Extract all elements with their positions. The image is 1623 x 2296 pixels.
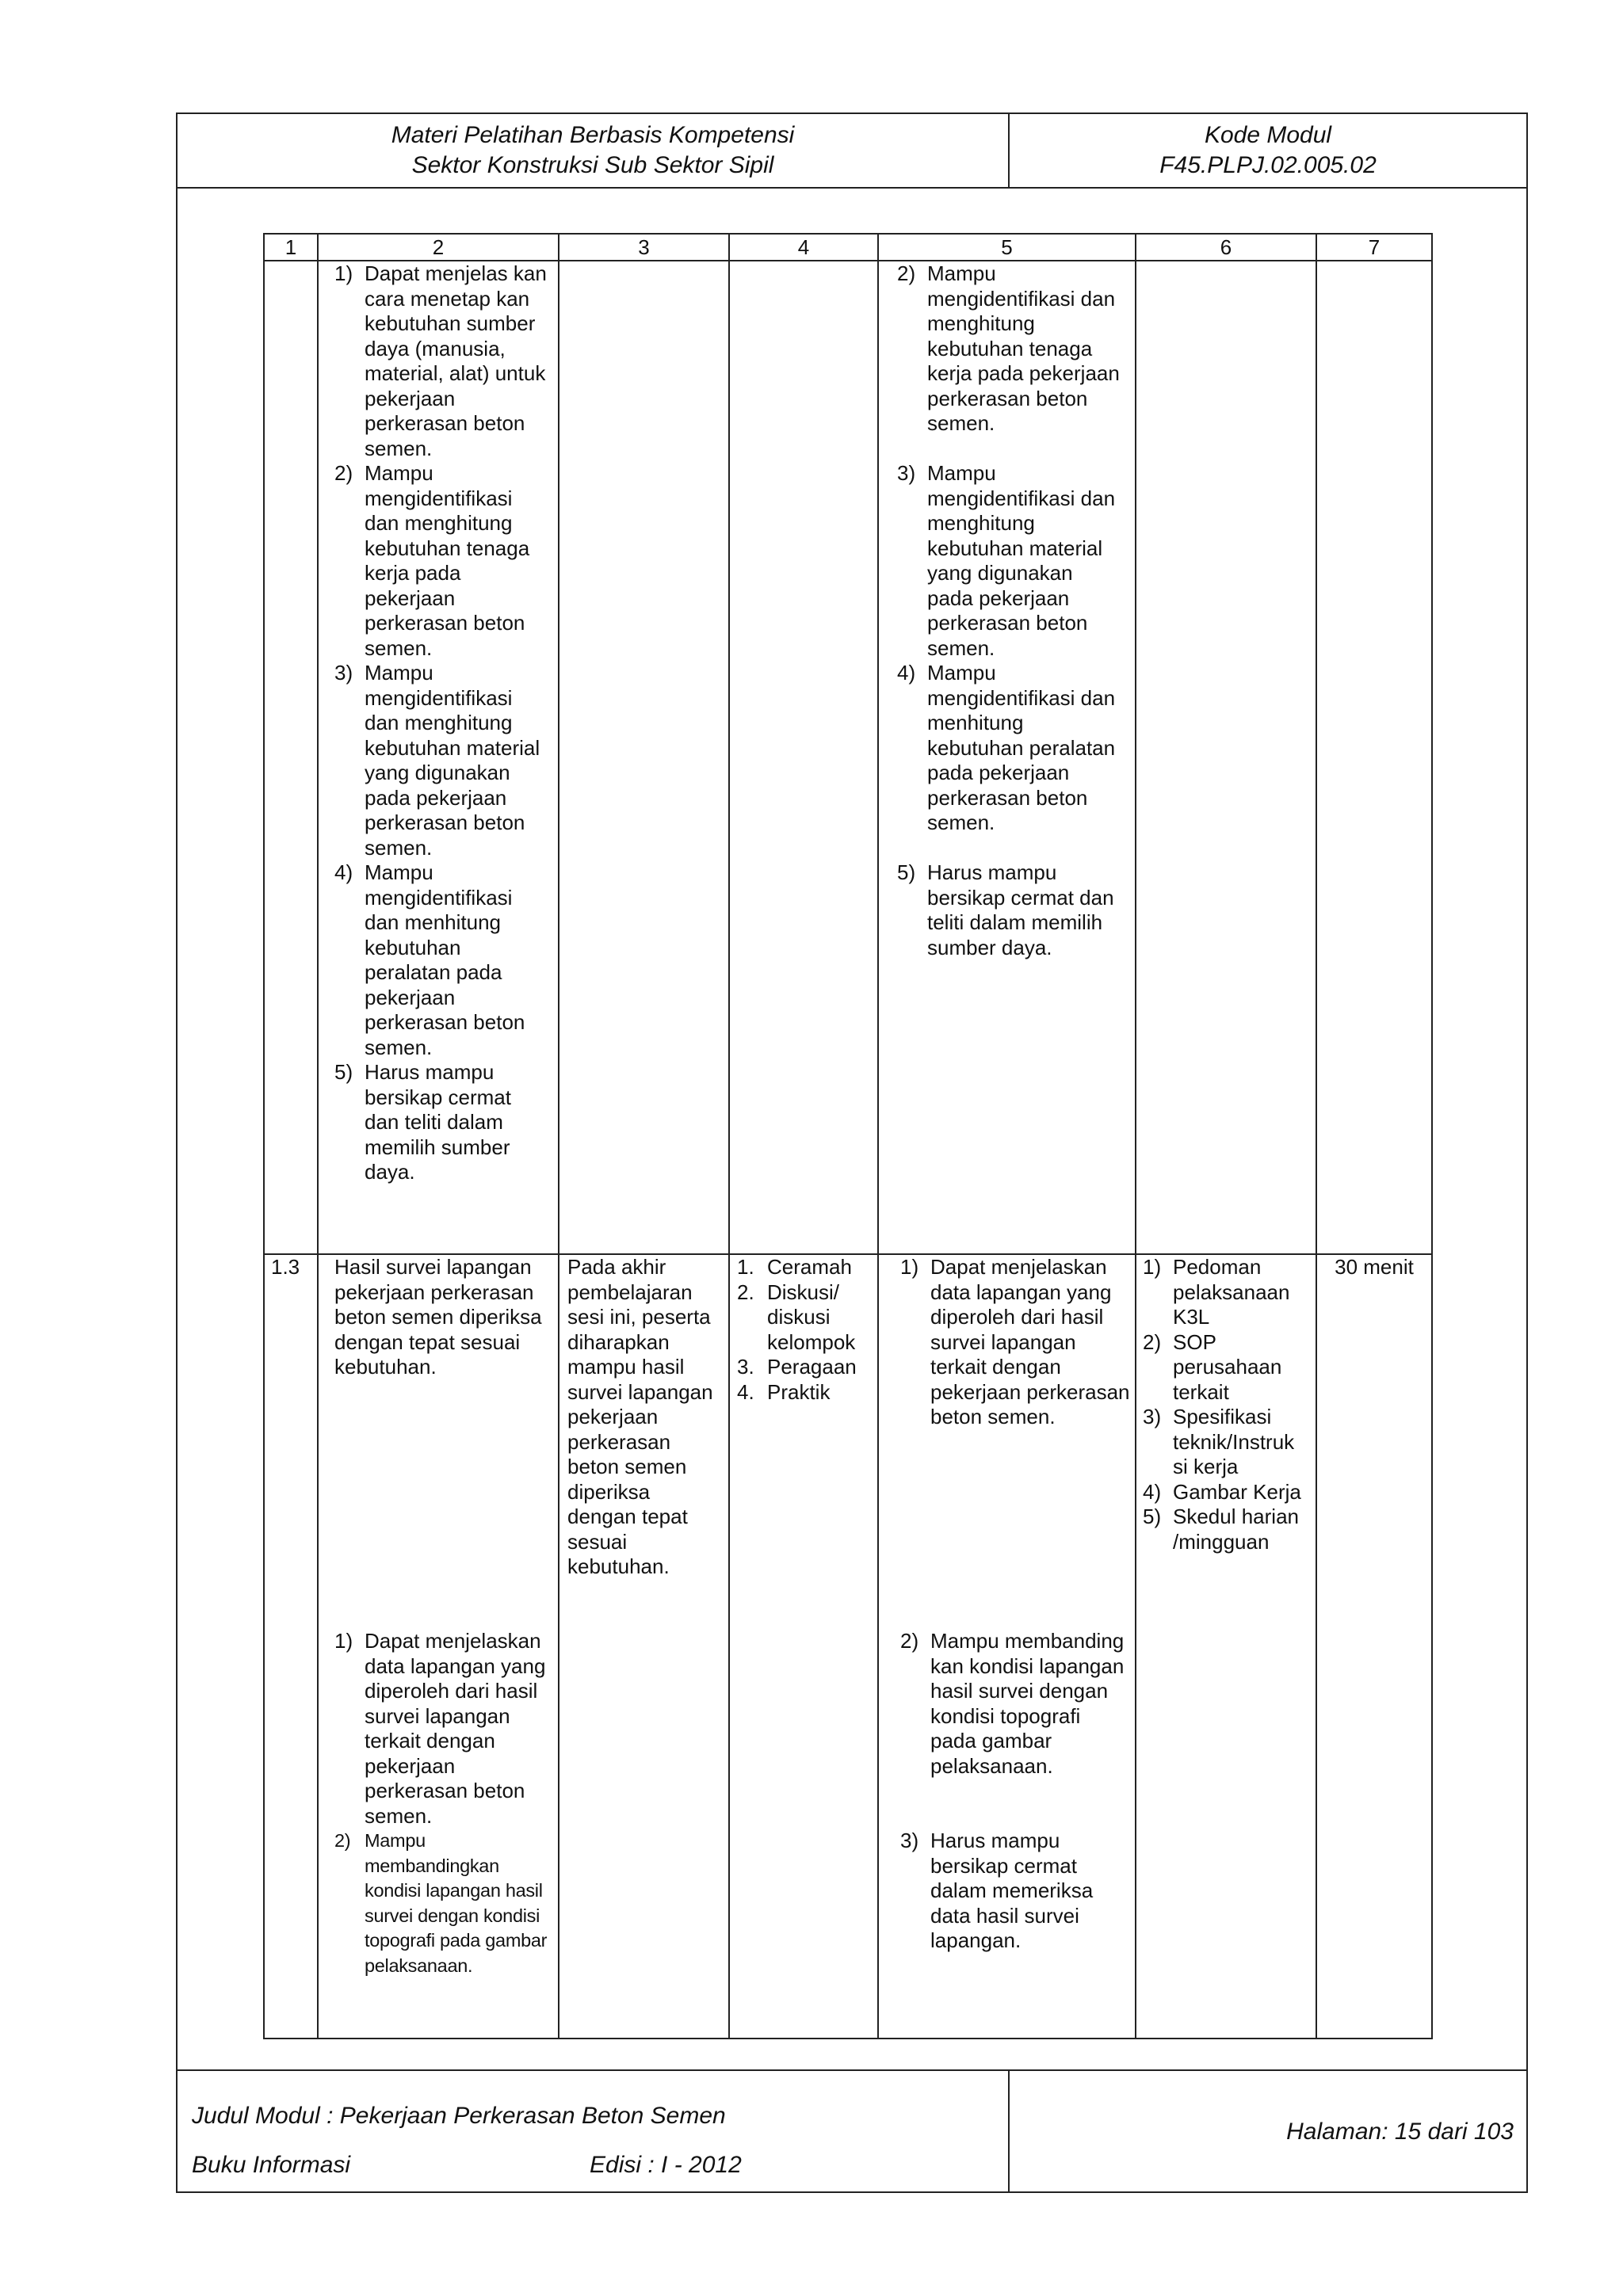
list-item: 3) Mampu mengidentifikasi dan menghitung kebutuhan material yang digunakan pada pekerjaan perkerasan beton semen.: [334, 661, 540, 860]
list-item: 3) Spesifikasi teknik/Instruk si kerja: [1143, 1405, 1295, 1478]
footer-page-block: [1010, 2071, 1526, 2191]
list-item: 2) Mampu mengidentifikasi dan menghitung kebutuhan tenaga kerja pada pekerjaan perkerasan beton semen.: [897, 261, 1120, 435]
list-item: 3. Peragaan: [737, 1355, 857, 1379]
edition: Edisi : I - 2012: [590, 2152, 742, 2178]
footer-info-block: [178, 2071, 1010, 2191]
criteria-list: [334, 261, 548, 1185]
column-divider: [1316, 235, 1317, 2038]
list-item: 2) Mampu membandingkan kondisi lapangan hasil survei dengan kondisi topografi pada gambar pelaksanaan.: [334, 1830, 548, 1976]
list-item: 1) Pedoman pelaksanaan K3L: [1143, 1255, 1290, 1329]
module-title: Judul Modul : Pekerjaan Perkerasan Beton Semen: [192, 2103, 726, 2129]
list-item: 3) Mampu mengidentifikasi dan menghitung kebutuhan material yang digunakan pada pekerjaan perkerasan beton semen.: [897, 461, 1116, 660]
row-number: 1.3: [271, 1255, 300, 1279]
duration: 30 menit: [1335, 1255, 1414, 1279]
list-item: 5) Harus mampu bersikap cermat dan teliti dalam memilih sumber daya.: [897, 860, 1114, 959]
reference-list: [1143, 1255, 1312, 1554]
column-number: 2: [432, 235, 445, 259]
list-item: 4) Mampu mengidentifikasi dan menhitung kebutuhan peralatan pada pekerjaan perkerasan beton semen.: [897, 661, 1116, 834]
column-number: 5: [1001, 235, 1013, 259]
method-list: [737, 1255, 873, 1405]
book-name: Buku Informasi: [192, 2152, 351, 2178]
list-item: 2. Diskusi/ diskusi kelompok: [737, 1280, 856, 1354]
module-code-value: F45.PLPJ.02.005.02: [1159, 152, 1377, 178]
module-code-label: Kode Modul: [1204, 122, 1332, 148]
list-item: 3) Harus mampu bersikap cermat dalam memeriksa data hasil survei lapangan.: [900, 1829, 1094, 1952]
page-header: [178, 114, 1526, 189]
column-number: 1: [285, 235, 297, 259]
indicator-list: [900, 1629, 1130, 1954]
column-number: 3: [638, 235, 650, 259]
list-item: 1. Ceramah: [737, 1255, 852, 1279]
criteria-list: [334, 1629, 548, 1978]
learning-objective: Pada akhir pembelajaran sesi ini, peserta diharapkan mampu hasil survei lapangan pekerjaan perkerasan beton semen diperiksa dengan tepat sesuai kebutuhan.: [567, 1255, 713, 1578]
competency-unit: Hasil survei lapangan pekerjaan perkerasan beton semen diperiksa dengan tepat sesuai kebutuhan.: [334, 1255, 542, 1379]
list-item: 5) Harus mampu bersikap cermat dan teliti dalam memilih sumber daya.: [334, 1060, 511, 1184]
list-item: 4) Mampu mengidentifikasi dan menhitung kebutuhan peralatan pada pekerjaan perkerasan beton semen.: [334, 860, 525, 1059]
list-item: 5) Skedul harian /mingguan: [1143, 1505, 1299, 1554]
column-divider: [877, 235, 879, 2038]
indicator-list: [897, 261, 1121, 960]
column-number: 7: [1368, 235, 1381, 259]
list-item: 1) Dapat menjelas kan cara menetap kan kebutuhan sumber daya (manusia, material, alat) untuk pekerjaan perkerasan beton semen.: [334, 261, 547, 460]
header-code-block: [1010, 114, 1526, 187]
indicator-item: [900, 1255, 1130, 1430]
list-item: 4. Praktik: [737, 1379, 831, 1404]
column-divider: [317, 235, 319, 2038]
list-item: 2) Mampu membanding kan kondisi lapangan hasil survei dengan kondisi topografi pada gambar pelaksanaan.: [900, 1629, 1125, 1778]
list-item: 1) Dapat menjelaskan data lapangan yang diperoleh dari hasil survei lapangan terkait dengan pekerjaan perkerasan beton semen.: [334, 1629, 546, 1828]
list-item: 2) SOP perusahaan terkait: [1143, 1329, 1282, 1404]
list-item: 1) Dapat menjelaskan data lapangan yang diperoleh dari hasil survei lapangan terkait dengan pekerjaan perkerasan beton semen.: [900, 1255, 1130, 1428]
competency-table: [263, 233, 1433, 2039]
page-footer: [178, 2069, 1526, 2191]
list-item: 2) Mampu mengidentifikasi dan menghitung kebutuhan tenaga kerja pada pekerjaan perkerasan beton semen.: [334, 461, 530, 660]
header-title-line-2: Sektor Konstruksi Sub Sektor Sipil: [411, 152, 774, 178]
column-divider: [558, 235, 559, 2038]
column-number: 6: [1220, 235, 1232, 259]
page-number: Halaman: 15 dari 103: [1286, 2119, 1514, 2145]
header-title-block: [178, 114, 1010, 187]
column-divider: [1135, 235, 1136, 2038]
column-number: 4: [797, 235, 810, 259]
column-divider: [728, 235, 730, 2038]
list-item: 4) Gambar Kerja: [1143, 1479, 1301, 1504]
header-title-line-1: Materi Pelatihan Berbasis Kompetensi: [391, 122, 795, 148]
